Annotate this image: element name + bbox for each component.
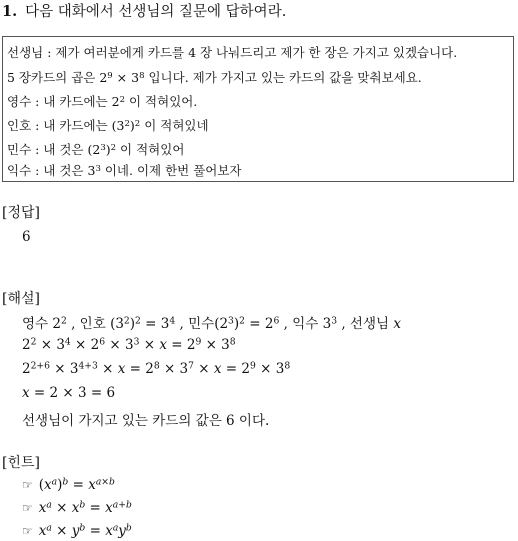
dialogue-student-3: [7, 140, 184, 158]
exponent: 8: [153, 360, 160, 372]
num: × 3: [36, 337, 65, 353]
op: =: [85, 500, 106, 516]
exponent: a×b: [95, 476, 115, 488]
num: 6: [226, 413, 235, 429]
num: (3: [110, 316, 124, 332]
variable: x: [105, 523, 113, 539]
hint-heading: [힌트]: [2, 455, 40, 471]
speaker-youngsu: 영수 :: [7, 94, 44, 109]
exponent: 2: [134, 118, 141, 129]
exponent: a: [51, 476, 58, 488]
num: 3: [87, 163, 96, 178]
exponent: 9: [107, 70, 113, 81]
text: , 인호: [66, 316, 111, 332]
speaker-inho: 인호 :: [7, 118, 44, 133]
speaker-teacher: 선생님 :: [7, 45, 56, 60]
num: ): [57, 477, 63, 493]
exponent: 2: [30, 336, 37, 348]
dialogue-box: [2, 36, 514, 182]
num: 5: [7, 70, 15, 85]
pointing-hand-icon: ☞: [22, 478, 33, 492]
exponent: a: [46, 499, 52, 511]
num: (: [38, 477, 45, 493]
answer-value: 6: [22, 229, 31, 245]
variable: x: [213, 361, 222, 377]
exponent: b: [125, 522, 132, 534]
exponent: 3: [133, 336, 140, 348]
variable: x: [88, 477, 96, 493]
text: 내 카드에는: [43, 94, 112, 109]
variable: x: [159, 337, 167, 353]
question-title: [2, 0, 286, 21]
variable: x: [44, 477, 52, 493]
num: ): [129, 316, 136, 332]
num: × 3: [255, 361, 285, 377]
exponent: 4: [64, 336, 71, 348]
op: =: [68, 477, 89, 493]
exponent: a: [46, 522, 52, 534]
variable: x: [105, 500, 113, 516]
op: ×: [97, 361, 118, 377]
dialogue-student-2: [7, 116, 209, 134]
op: ×: [193, 361, 214, 377]
variable: x: [38, 500, 47, 516]
num: = 2 × 3 = 6: [29, 385, 116, 401]
num: (2: [87, 142, 101, 157]
variable: x: [22, 385, 30, 401]
num: × 3: [105, 337, 134, 353]
text: 이 적혀있어.: [125, 94, 198, 109]
exponent: a+b: [112, 499, 132, 511]
exponent: 9: [250, 360, 256, 372]
answer-heading: [정답]: [2, 205, 40, 221]
dialogue-teacher-line-2: [7, 68, 422, 86]
exponent: 2: [135, 315, 141, 327]
speaker-iksu: 익수 :: [7, 163, 44, 178]
exponent: b: [79, 522, 86, 534]
num: = 2: [166, 337, 196, 353]
text: 내 것은: [43, 163, 88, 178]
op: ×: [139, 337, 160, 353]
text: 장 나눠드리고 제가 한 장은 가지고 있겠습니다.: [196, 45, 458, 60]
num: × 3: [159, 361, 189, 377]
exponent: b: [62, 476, 69, 488]
exponent: a: [112, 522, 119, 534]
num: 2: [22, 361, 31, 377]
exponent: 2: [239, 315, 246, 327]
num: 4: [188, 45, 197, 60]
num: × 2: [70, 337, 100, 353]
exponent: 3: [95, 163, 101, 174]
num: 2: [99, 70, 108, 85]
num: (3: [111, 118, 125, 133]
hint-line-1: [22, 477, 115, 493]
num: × 3: [49, 361, 79, 377]
dialogue-student-1: [7, 92, 197, 110]
exponent: 8: [229, 336, 236, 348]
exponent: 3: [228, 315, 234, 327]
exponent: 2: [110, 142, 117, 153]
exponent: 7: [188, 360, 194, 372]
text: 선생님이 가지고 있는 카드의 값은: [22, 413, 227, 429]
pointing-hand-icon: ☞: [22, 524, 33, 538]
text: 이 적혀있네: [140, 118, 209, 133]
text: 입니다. 제가 가지고 있는 카드의 값을 맞춰보세요.: [144, 70, 422, 85]
num: = 2: [125, 361, 154, 377]
hint-line-2: [22, 500, 132, 516]
text: 내 것은: [43, 142, 88, 157]
solution-line-4: [22, 385, 115, 401]
exponent: 4: [169, 315, 176, 327]
text: 제가 여러분에게 카드를: [55, 45, 189, 60]
pointing-hand-icon: ☞: [22, 501, 33, 515]
num: 2: [52, 316, 61, 332]
op: ×: [51, 523, 72, 539]
variable: x: [71, 500, 80, 516]
num: (2: [214, 316, 229, 332]
text: , 익수: [279, 316, 323, 332]
solution-line-2: [22, 337, 236, 353]
num: 3: [322, 316, 332, 332]
exponent: b: [79, 499, 86, 511]
exponent: 2: [60, 315, 67, 327]
num: ): [129, 118, 135, 133]
solution-line-1: [22, 312, 401, 332]
text: 이 적혀있어: [116, 142, 185, 157]
question-number: 1.: [2, 3, 18, 20]
solution-line-5: [22, 409, 269, 429]
num: = 2: [221, 361, 250, 377]
text: 이다.: [234, 413, 270, 429]
text: 내 카드에는: [43, 118, 112, 133]
text: 장카드의 곱은: [14, 70, 100, 85]
solution-heading: [해설]: [2, 291, 40, 307]
exponent: 8: [284, 360, 291, 372]
exponent: 2: [123, 315, 130, 327]
exponent: 2: [124, 118, 130, 129]
dialogue-teacher-line-1: [7, 43, 457, 61]
exponent: 8: [139, 70, 145, 81]
text: , 민수: [175, 316, 215, 332]
exponent: 3: [331, 315, 338, 327]
num: = 2: [245, 316, 274, 332]
solution-line-3: [22, 361, 290, 377]
exponent: 6: [273, 315, 280, 327]
hint-line-3: [22, 523, 132, 539]
variable: x: [393, 316, 401, 332]
variable: y: [71, 523, 80, 539]
variable: y: [118, 523, 126, 539]
num: ): [233, 316, 240, 332]
text: 이네. 이제 한번 풀어보자: [100, 163, 242, 178]
num: × 3: [201, 337, 230, 353]
exponent: 6: [99, 336, 106, 348]
text: 영수: [22, 316, 53, 332]
num: = 3: [140, 316, 170, 332]
num: 2: [22, 337, 31, 353]
exponent: 9: [195, 336, 202, 348]
exponent: 3: [100, 142, 106, 153]
question-text: 다음 대화에서 선생님의 질문에 답하여라.: [25, 4, 287, 20]
speaker-minsu: 민수 :: [7, 142, 44, 157]
op: ×: [51, 500, 72, 516]
exponent: 2: [119, 94, 126, 105]
op: =: [85, 523, 106, 539]
dialogue-student-4: [7, 161, 242, 179]
exponent: 4+3: [78, 360, 98, 372]
text: , 선생님: [337, 316, 394, 332]
variable: x: [38, 523, 47, 539]
variable: x: [117, 361, 126, 377]
num: × 3: [112, 70, 140, 85]
num: ): [105, 142, 111, 157]
num: 2: [111, 94, 120, 109]
exponent: 2+6: [30, 360, 50, 372]
